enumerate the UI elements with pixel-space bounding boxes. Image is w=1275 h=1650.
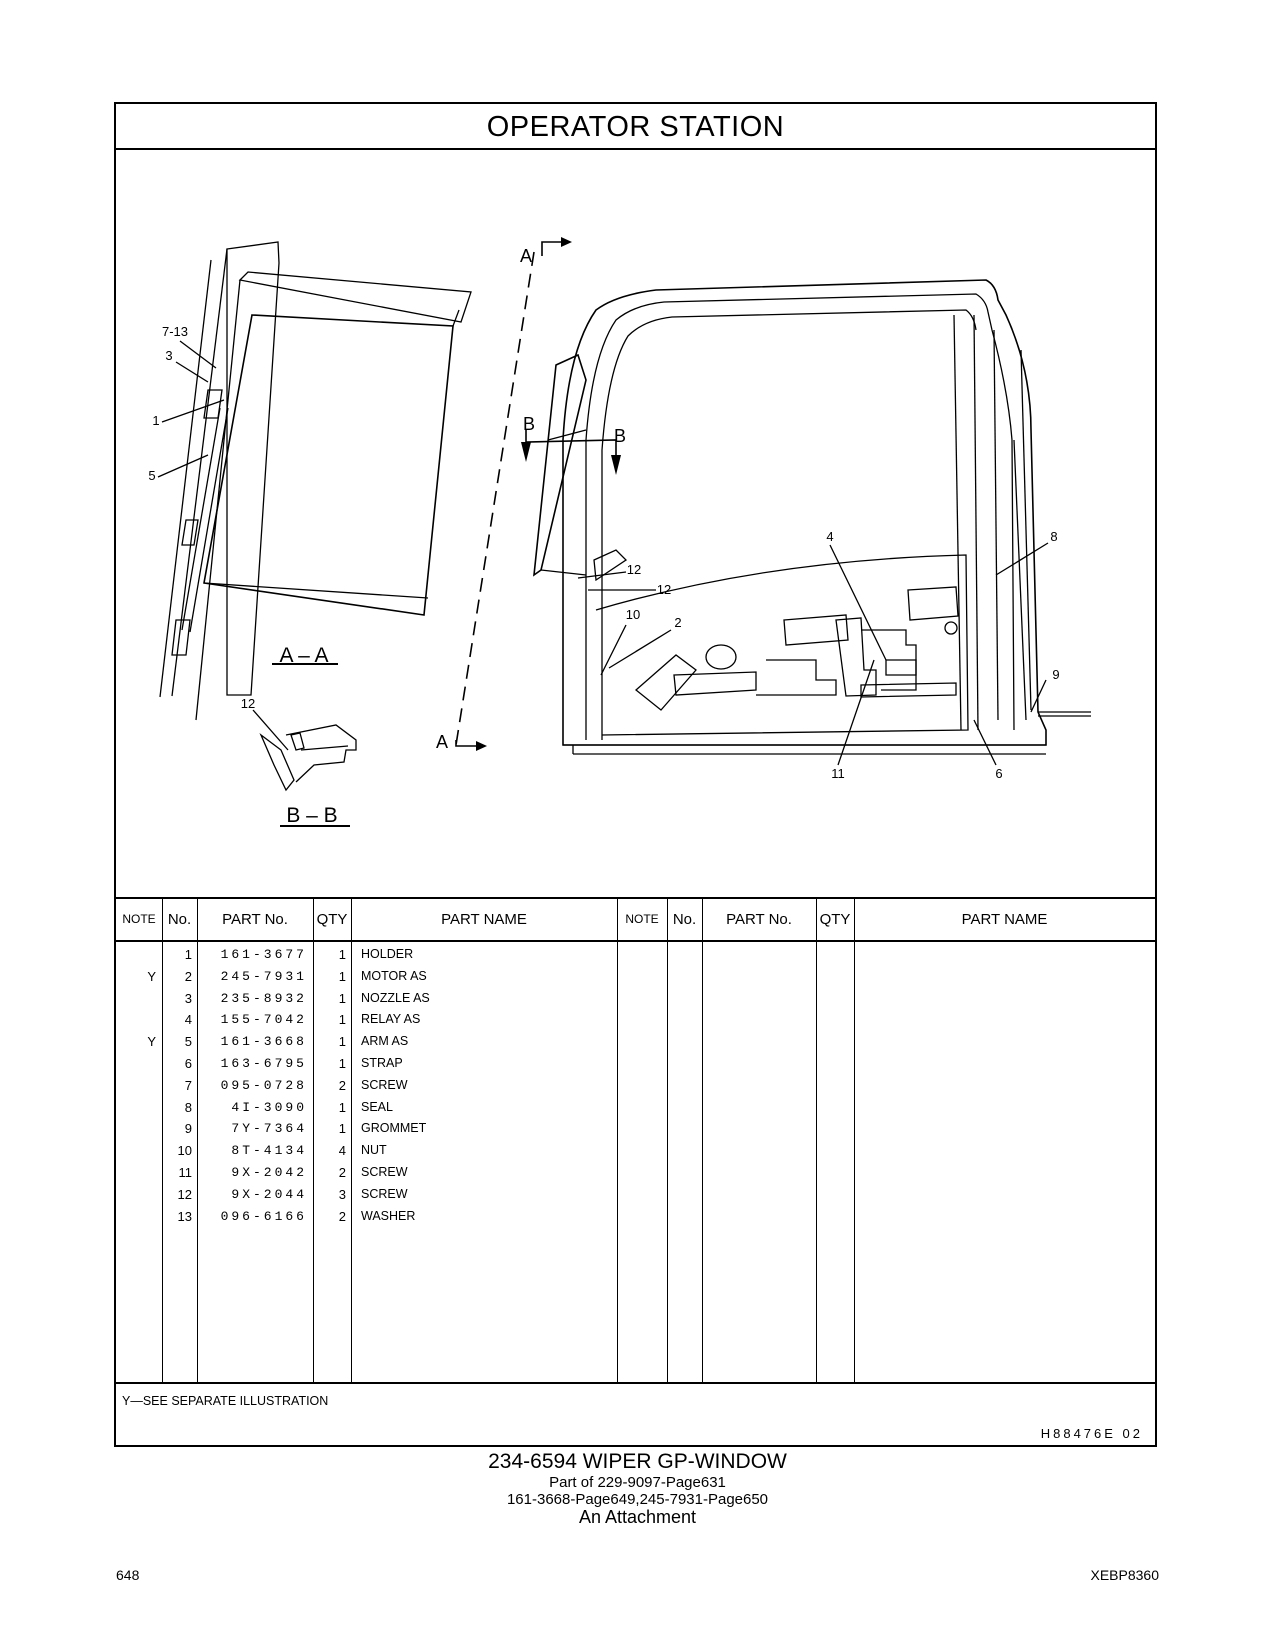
parts-table-header: [116, 897, 1155, 942]
row-11-part-no: 9X-2042: [231, 1165, 307, 1180]
header-part-no-right: PART No.: [726, 911, 792, 928]
header-qty-right: QTY: [819, 911, 851, 928]
row-13-no: 13: [177, 1208, 192, 1224]
callout-11: 11: [831, 766, 845, 781]
row-2-no: 2: [184, 968, 192, 984]
table-footer: [116, 1382, 1155, 1447]
row-6-name: STRAP: [361, 1056, 403, 1070]
row-4-qty: 1: [338, 1012, 346, 1028]
header-no-right: No.: [672, 911, 697, 928]
caption-line-2: 161-3668-Page649,245-7931-Page650: [506, 1491, 769, 1508]
row-9-part-no: 7Y-7364: [231, 1121, 307, 1137]
row-5-name: ARM AS: [361, 1034, 409, 1049]
row-9-qty: 1: [338, 1121, 346, 1137]
caption-line-1: Part of 229-9097-Page631: [549, 1474, 726, 1491]
row-6-no: 6: [184, 1056, 192, 1071]
row-4-part-no: 155-7042: [220, 1012, 307, 1028]
row-11-no: 11: [178, 1165, 192, 1180]
row-6-qty: 1: [338, 1056, 346, 1071]
row-7-no: 7: [184, 1077, 192, 1093]
row-9-no: 9: [184, 1121, 192, 1137]
row-5-qty: 1: [338, 1034, 346, 1050]
row-1-name: HOLDER: [361, 947, 414, 961]
section-label-b-right: B: [613, 426, 627, 446]
callout-5: 5: [148, 468, 156, 483]
row-2-qty: 1: [338, 968, 346, 984]
row-3-name: NOZZLE AS: [361, 990, 430, 1005]
page-title: OPERATOR STATION: [116, 104, 1155, 150]
row-5-part-no: 161-3668: [220, 1034, 307, 1050]
section-label-b-left: B: [522, 414, 536, 434]
row-13-qty: 2: [338, 1208, 346, 1224]
section-label-a-top: A: [519, 246, 533, 266]
view-label-a-a: A – A: [279, 644, 329, 667]
callout-6: 6: [995, 766, 1003, 781]
row-3-qty: 1: [338, 990, 346, 1006]
row-12-part-no: 9X-2044: [231, 1186, 307, 1202]
section-line-a: [456, 252, 534, 745]
row-11-qty: 2: [338, 1165, 346, 1180]
callout-7-13: 7-13: [161, 324, 189, 339]
footnote: Y—SEE SEPARATE ILLUSTRATION: [122, 1394, 329, 1408]
callout-12-bb: 12: [240, 696, 256, 711]
row-8-name: SEAL: [361, 1099, 393, 1114]
callout-12-a: 12: [626, 562, 642, 577]
row-10-no: 10: [177, 1143, 192, 1159]
header-note-right: NOTE: [625, 912, 659, 926]
row-7-qty: 2: [338, 1077, 346, 1093]
row-1-no: 1: [184, 947, 192, 962]
parts-page-frame: [114, 102, 1157, 1447]
row-4-no: 4: [184, 1012, 192, 1028]
row-12-qty: 3: [338, 1186, 346, 1202]
callout-9: 9: [1052, 667, 1060, 682]
row-7-name: SCREW: [361, 1077, 408, 1092]
callout-3: 3: [165, 348, 173, 363]
row-12-no: 12: [177, 1186, 192, 1202]
row-4-name: RELAY AS: [361, 1012, 421, 1027]
row-13-part-no: 096-6166: [220, 1208, 307, 1224]
row-9-name: GROMMET: [361, 1121, 427, 1136]
caption-line-3: An Attachment: [578, 1507, 697, 1527]
callout-4: 4: [826, 529, 834, 544]
header-note-left: NOTE: [122, 912, 156, 926]
section-label-a-bottom: A: [435, 732, 449, 752]
row-8-qty: 1: [338, 1099, 346, 1115]
header-part-name-right: PART NAME: [961, 911, 1048, 928]
wiper-illustration: [116, 150, 1155, 897]
drawing-code: H88476E 02: [1040, 1426, 1143, 1441]
page-number: 648: [116, 1567, 140, 1583]
row-10-name: NUT: [361, 1143, 387, 1158]
row-10-qty: 4: [338, 1143, 346, 1159]
row-5-no: 5: [184, 1034, 192, 1050]
header-no-left: No.: [167, 911, 192, 928]
row-6-part-no: 163-6795: [220, 1056, 307, 1071]
row-11-name: SCREW: [361, 1165, 408, 1179]
row-3-part-no: 235-8932: [220, 990, 307, 1006]
header-qty-left: QTY: [316, 911, 348, 928]
row-2-name: MOTOR AS: [361, 968, 427, 983]
row-8-no: 8: [184, 1099, 192, 1115]
row-5-note: Y: [147, 1034, 156, 1050]
row-3-no: 3: [184, 990, 192, 1006]
row-13-name: WASHER: [361, 1208, 416, 1223]
callout-8: 8: [1050, 529, 1058, 544]
row-7-part-no: 095-0728: [220, 1077, 307, 1093]
document-id: XEBP8360: [1090, 1567, 1159, 1583]
header-part-no-left: PART No.: [222, 911, 288, 928]
group-title: 234-6594 WIPER GP-WINDOW: [488, 1450, 787, 1473]
row-1-part-no: 161-3677: [220, 947, 307, 962]
row-2-note: Y: [147, 968, 156, 984]
callout-12-b: 12: [656, 582, 672, 597]
row-10-part-no: 8T-4134: [231, 1143, 307, 1159]
parts-table-body: [116, 942, 1155, 1382]
row-8-part-no: 4I-3090: [231, 1099, 307, 1115]
row-2-part-no: 245-7931: [220, 968, 307, 984]
row-1-qty: 1: [338, 947, 346, 962]
callout-2: 2: [674, 615, 682, 630]
callout-1: 1: [152, 413, 160, 428]
view-label-b-b: B – B: [286, 804, 338, 827]
cab-side-drawing: [534, 280, 1091, 754]
row-12-name: SCREW: [361, 1186, 408, 1201]
header-part-name-left: PART NAME: [441, 911, 527, 928]
callout-10: 10: [625, 607, 641, 622]
